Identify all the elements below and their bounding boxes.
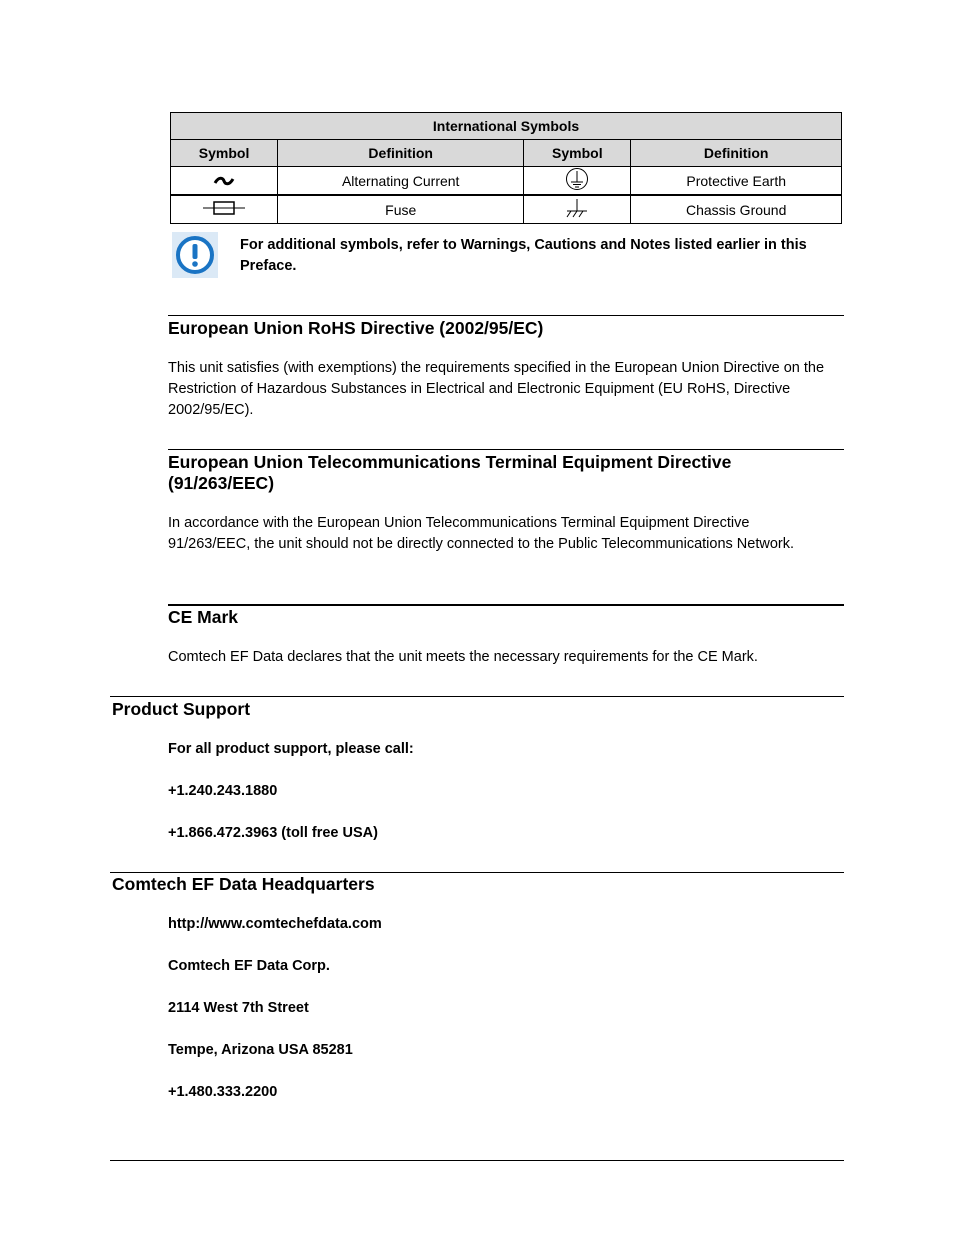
section-divider [110,696,844,697]
exclamation-circle-icon [172,232,218,278]
definition-cell: Alternating Current [278,167,524,196]
website-link[interactable]: http://www.comtechefdata.com [168,916,382,932]
section-heading: European Union Telecommunications Terminal Equipment Directive (91/263/EEC) [168,452,732,493]
notice-text: For additional symbols, refer to Warnings, Cautions and Notes listed earlier in this Preface. [240,237,807,274]
column-header: Symbol [524,140,631,167]
footer-divider [110,1160,844,1161]
phone-number: +1.866.472.3963 (toll free USA) [168,825,378,841]
company-name: Comtech EF Data Corp. [168,958,330,974]
section-heading: CE Mark [168,607,239,627]
street-address: 2114 West 7th Street [168,1000,309,1016]
phone-number: +1.240.243.1880 [168,783,278,799]
table-row [171,167,842,196]
section-divider [168,604,844,606]
city-address: Tempe, Arizona USA 85281 [168,1042,353,1058]
fuse-icon [203,200,245,216]
table-row [171,195,842,224]
column-header: Definition [278,140,524,167]
section-heading: Product Support [112,699,251,719]
protective-earth-icon [565,167,589,191]
definition-cell: Chassis Ground [631,195,842,224]
table-title: International Symbols [171,113,842,140]
phone-number: +1.480.333.2200 [168,1084,278,1100]
chassis-ground-icon [564,198,590,218]
column-header: Definition [631,140,842,167]
definition-cell: Fuse [278,195,524,224]
section-body: Comtech EF Data declares that the unit meets the necessary requirements for the CE Mark. [168,649,758,665]
ac-icon [213,176,235,186]
section-body: In accordance with the European Union Telecommunications Terminal Equipment Directive 91/263/EEC, the unit should not be directly connected to the Public Telecommunications Network. [168,515,795,552]
section-heading: Comtech EF Data Headquarters [112,874,375,894]
section-divider [168,315,844,316]
definition-cell: Protective Earth [631,167,842,196]
international-symbols-table [170,112,842,224]
support-text: For all product support, please call: [168,741,414,757]
section-heading: European Union RoHS Directive (2002/95/EC) [168,318,544,338]
section-divider [168,449,844,450]
section-body: This unit satisfies (with exemptions) the requirements specified in the European Union Directive on the Restriction of Hazardous Substances in Electrical and Electronic Equipment (EU RoHS, Directive 2002/95/EC). [168,360,825,418]
column-header: Symbol [171,140,278,167]
section-divider [110,872,844,873]
